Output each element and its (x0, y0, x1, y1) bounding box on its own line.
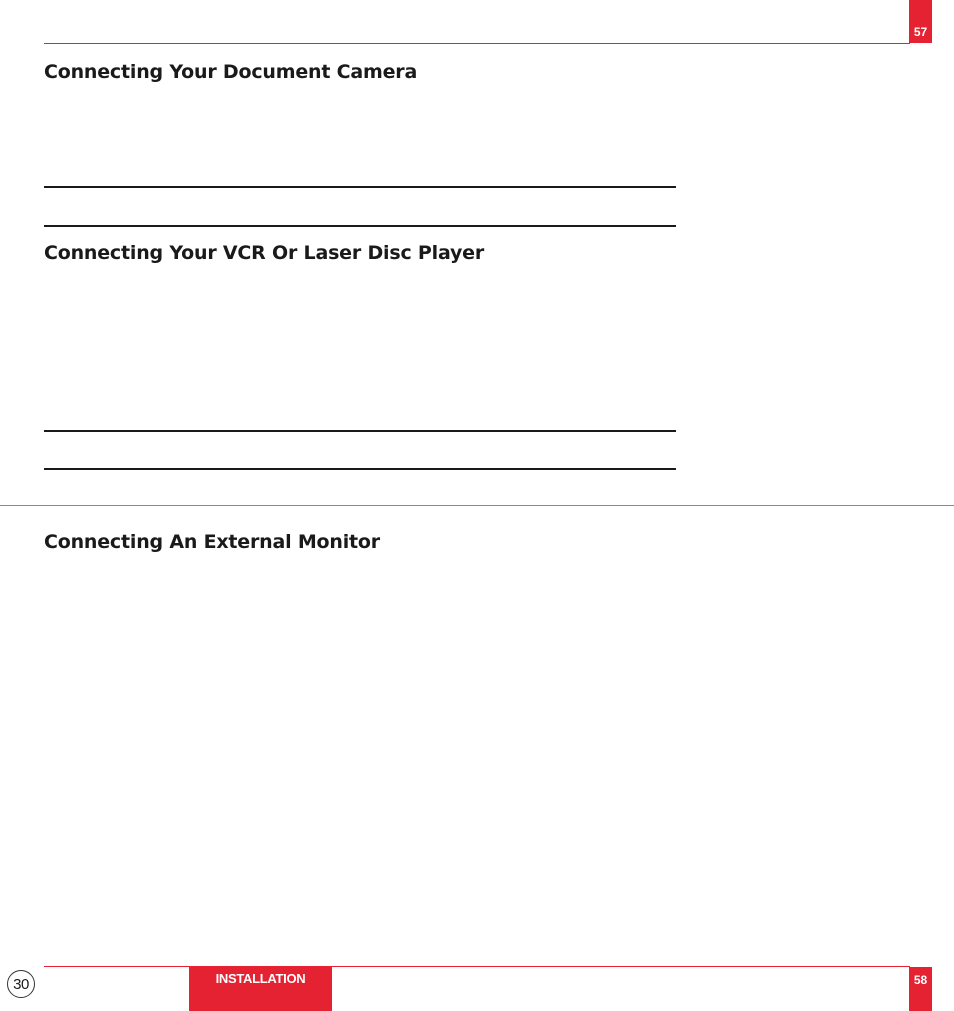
page-number: 30 (13, 975, 29, 993)
header-rule (44, 43, 910, 44)
section-heading-vcr-laser-disc: Connecting Your VCR Or Laser Disc Player (44, 242, 485, 264)
section-tab-installation (189, 967, 332, 1011)
top-page-tab (909, 0, 932, 43)
section-rule (44, 430, 676, 432)
section-heading-external-monitor: Connecting An External Monitor (44, 531, 380, 553)
section-rule (44, 225, 676, 227)
section-rule (44, 186, 676, 188)
section-heading-document-camera: Connecting Your Document Camera (44, 61, 418, 83)
footer-rule (44, 966, 910, 967)
bottom-page-tab (909, 967, 932, 1011)
page-divider (0, 505, 954, 506)
section-tab-label: INSTALLATION (215, 971, 306, 986)
top-page-tab-number: 57 (913, 25, 928, 39)
bottom-page-tab-number: 58 (913, 973, 928, 987)
section-rule (44, 468, 676, 470)
page-number-badge (7, 970, 35, 998)
